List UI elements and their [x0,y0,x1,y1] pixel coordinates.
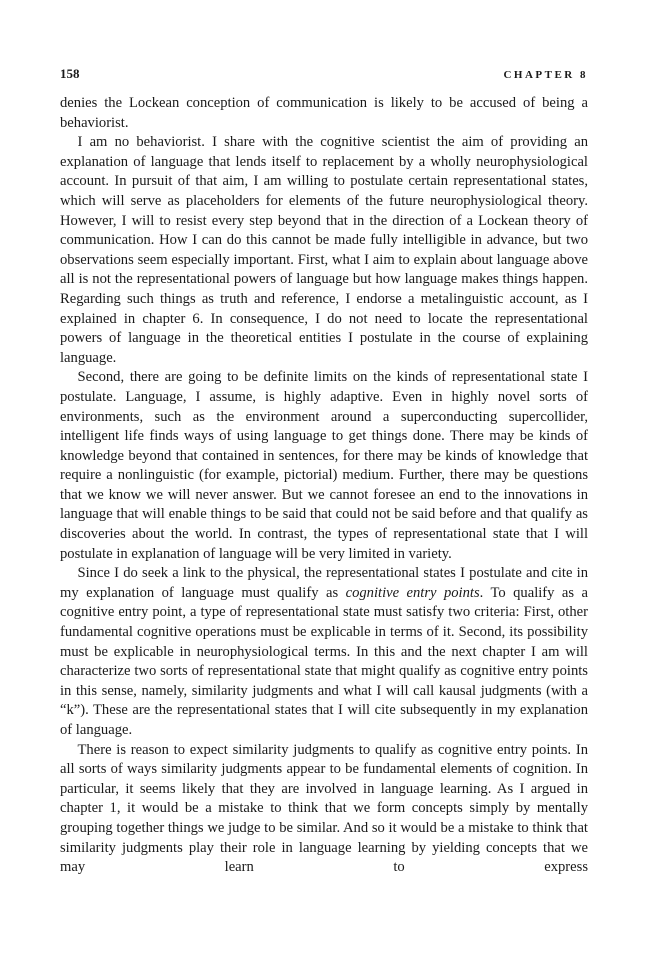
paragraph-5: There is reason to expect similarity judgments to qualify as cognitive entry points. In all sorts of ways similarity judgments appear to be fundamental elements of cognition. In particular, it seems likely that they are involved in language learning. As I argued in chapter 1, it would be a mistake to think that we form concepts simply by mentally grouping together things we judge to be similar. And so it would be a mistake to think that similarity judgments play their role in language learning by yielding concepts that we may learn to express [60,741,588,876]
paragraph-4-text-end: . To qualify as a cognitive entry point, a type of representational state must satisfy two criteria: First, other fundamental cognitive operations must be explicable in terms of it. Second, its possibility must be explicable in neurophysiological terms. In this and the next chapter I am will characterize two sorts of representational state that might qualify as cognitive entry points in this sense, namely, similarity judgments and what I will call kausal judgments (with a “k”). These are the representational states that I will cite subsequently in my explanation of language. [60,584,588,738]
paragraph-4 [60,564,588,740]
page-number: 158 [60,66,80,81]
running-head [60,66,588,88]
chapter-heading: CHAPTER 8 [503,69,588,81]
paragraph-3: Second, there are going to be definite limits on the kinds of representational state I postulate. Language, I assume, is highly adaptive. Even in highly novel sorts of environments, such as the environment around a superconducting supercollider, intelligent life finds ways of using language to get things done. There may be kinds of knowledge beyond that contained in sentences, for there may be kinds of knowledge that require a nonlinguistic (for example, pictorial) medium. Further, there may be questions that we know we will never answer. But we cannot foresee an end to the innovations in language that will enable things to be said that could not be said before and that qualify as discoveries about the world. In contrast, the types of representational state that I will postulate in explanation of language will be very limited in variety. [60,369,588,562]
emphasis-cognitive-entry-points: cognitive entry points [345,584,480,601]
book-page [60,66,588,878]
paragraph-1: denies the Lockean conception of communication is likely to be accused of being a behaviorist. [60,95,588,131]
paragraph-4-text-start: Since I do seek a link to the physical, the representational states I postulate and cite in my explanation of language must qualify as [60,565,588,601]
body-text [60,94,588,878]
paragraph-2: I am no behaviorist. I share with the cognitive scientist the aim of providing an explanation of language that lends itself to replacement by a wholly neurophysiological account. In pursuit of that aim, I am willing to postulate certain representational states, which will serve as placeholders for elements of the future neurophysiological theory. However, I will to resist every step beyond that in the direction of a Lockean theory of communication. How I can do this cannot be made fully intelligible in advance, but two observations seem especially important. First, what I aim to explain about language above all is not the representational powers of language but how language makes things happen. Regarding such things as truth and reference, I endorse a metalinguistic account, as I explained in chapter 6. In consequence, I do not need to locate the representational powers of language in the theoretical entities I postulate in the course of explaining language. [60,134,588,366]
